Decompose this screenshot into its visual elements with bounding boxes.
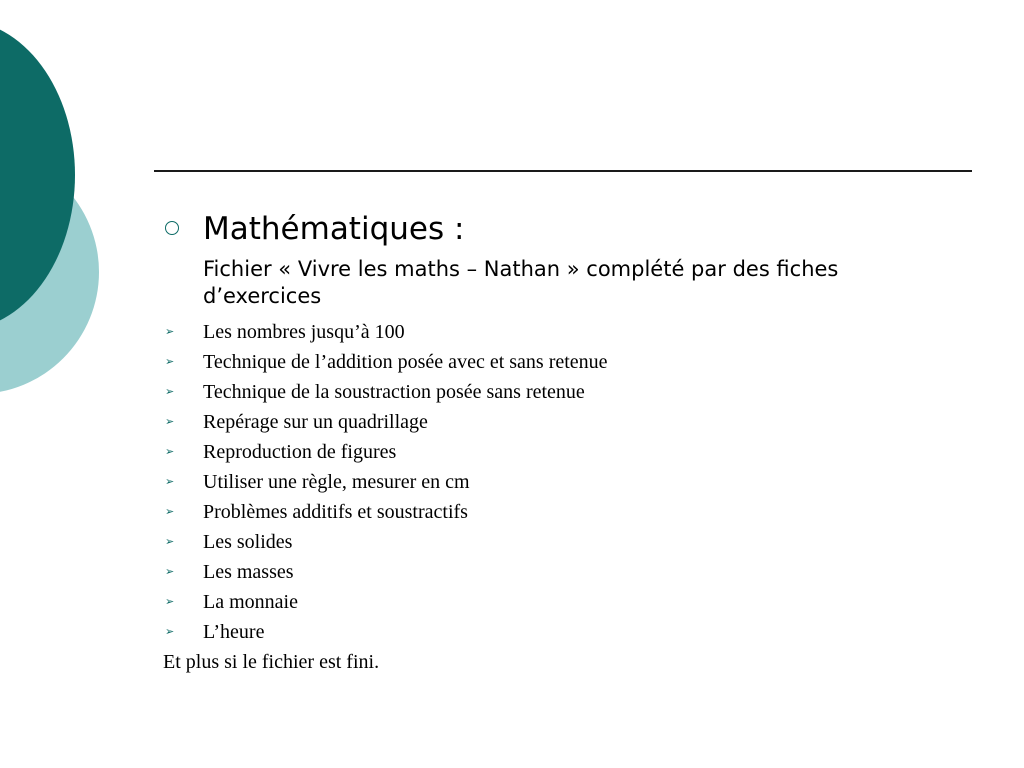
list-item-label: Reproduction de figures [203, 441, 397, 463]
topic-list [163, 317, 963, 647]
closing-note: Et plus si le fichier est fini. [163, 651, 380, 673]
arrowhead-icon: ➢ [165, 595, 175, 608]
arrowhead-icon: ➢ [165, 625, 175, 638]
heading-row [163, 208, 963, 250]
arrowhead-icon: ➢ [165, 355, 175, 368]
arrowhead-icon: ➢ [165, 535, 175, 548]
slide-body [163, 208, 963, 677]
list-item [163, 407, 963, 437]
list-item [163, 437, 963, 467]
list-item [163, 527, 963, 557]
list-item-label: Technique de la soustraction posée sans retenue [203, 381, 585, 403]
list-item-label: Problèmes additifs et soustractifs [203, 501, 468, 523]
list-item-label: Repérage sur un quadrillage [203, 411, 428, 433]
arrowhead-icon: ➢ [165, 565, 175, 578]
section-heading: Mathématiques : [203, 211, 465, 247]
open-circle-icon [165, 221, 179, 235]
list-item-label: Technique de l’addition posée avec et sans retenue [203, 351, 608, 373]
arrowhead-icon: ➢ [165, 325, 175, 338]
list-item-label: Les masses [203, 561, 294, 583]
title-divider [154, 170, 972, 172]
list-item [163, 497, 963, 527]
arrowhead-icon: ➢ [165, 445, 175, 458]
list-item-label: Les nombres jusqu’à 100 [203, 321, 405, 343]
arrowhead-icon: ➢ [165, 505, 175, 518]
list-item [163, 347, 963, 377]
list-item-label: L’heure [203, 621, 265, 643]
list-item-label: Les solides [203, 531, 293, 553]
arrowhead-icon: ➢ [165, 415, 175, 428]
list-item-label: La monnaie [203, 591, 298, 613]
section-subtext: Fichier « Vivre les maths – Nathan » complété par des fiches d’exercices [203, 257, 839, 308]
arrowhead-icon: ➢ [165, 385, 175, 398]
arrowhead-icon: ➢ [165, 475, 175, 488]
list-item [163, 377, 963, 407]
list-item-label: Utiliser une règle, mesurer en cm [203, 471, 470, 493]
list-item [163, 617, 963, 647]
list-item [163, 587, 963, 617]
list-item [163, 317, 963, 347]
list-item [163, 467, 963, 497]
list-item [163, 557, 963, 587]
